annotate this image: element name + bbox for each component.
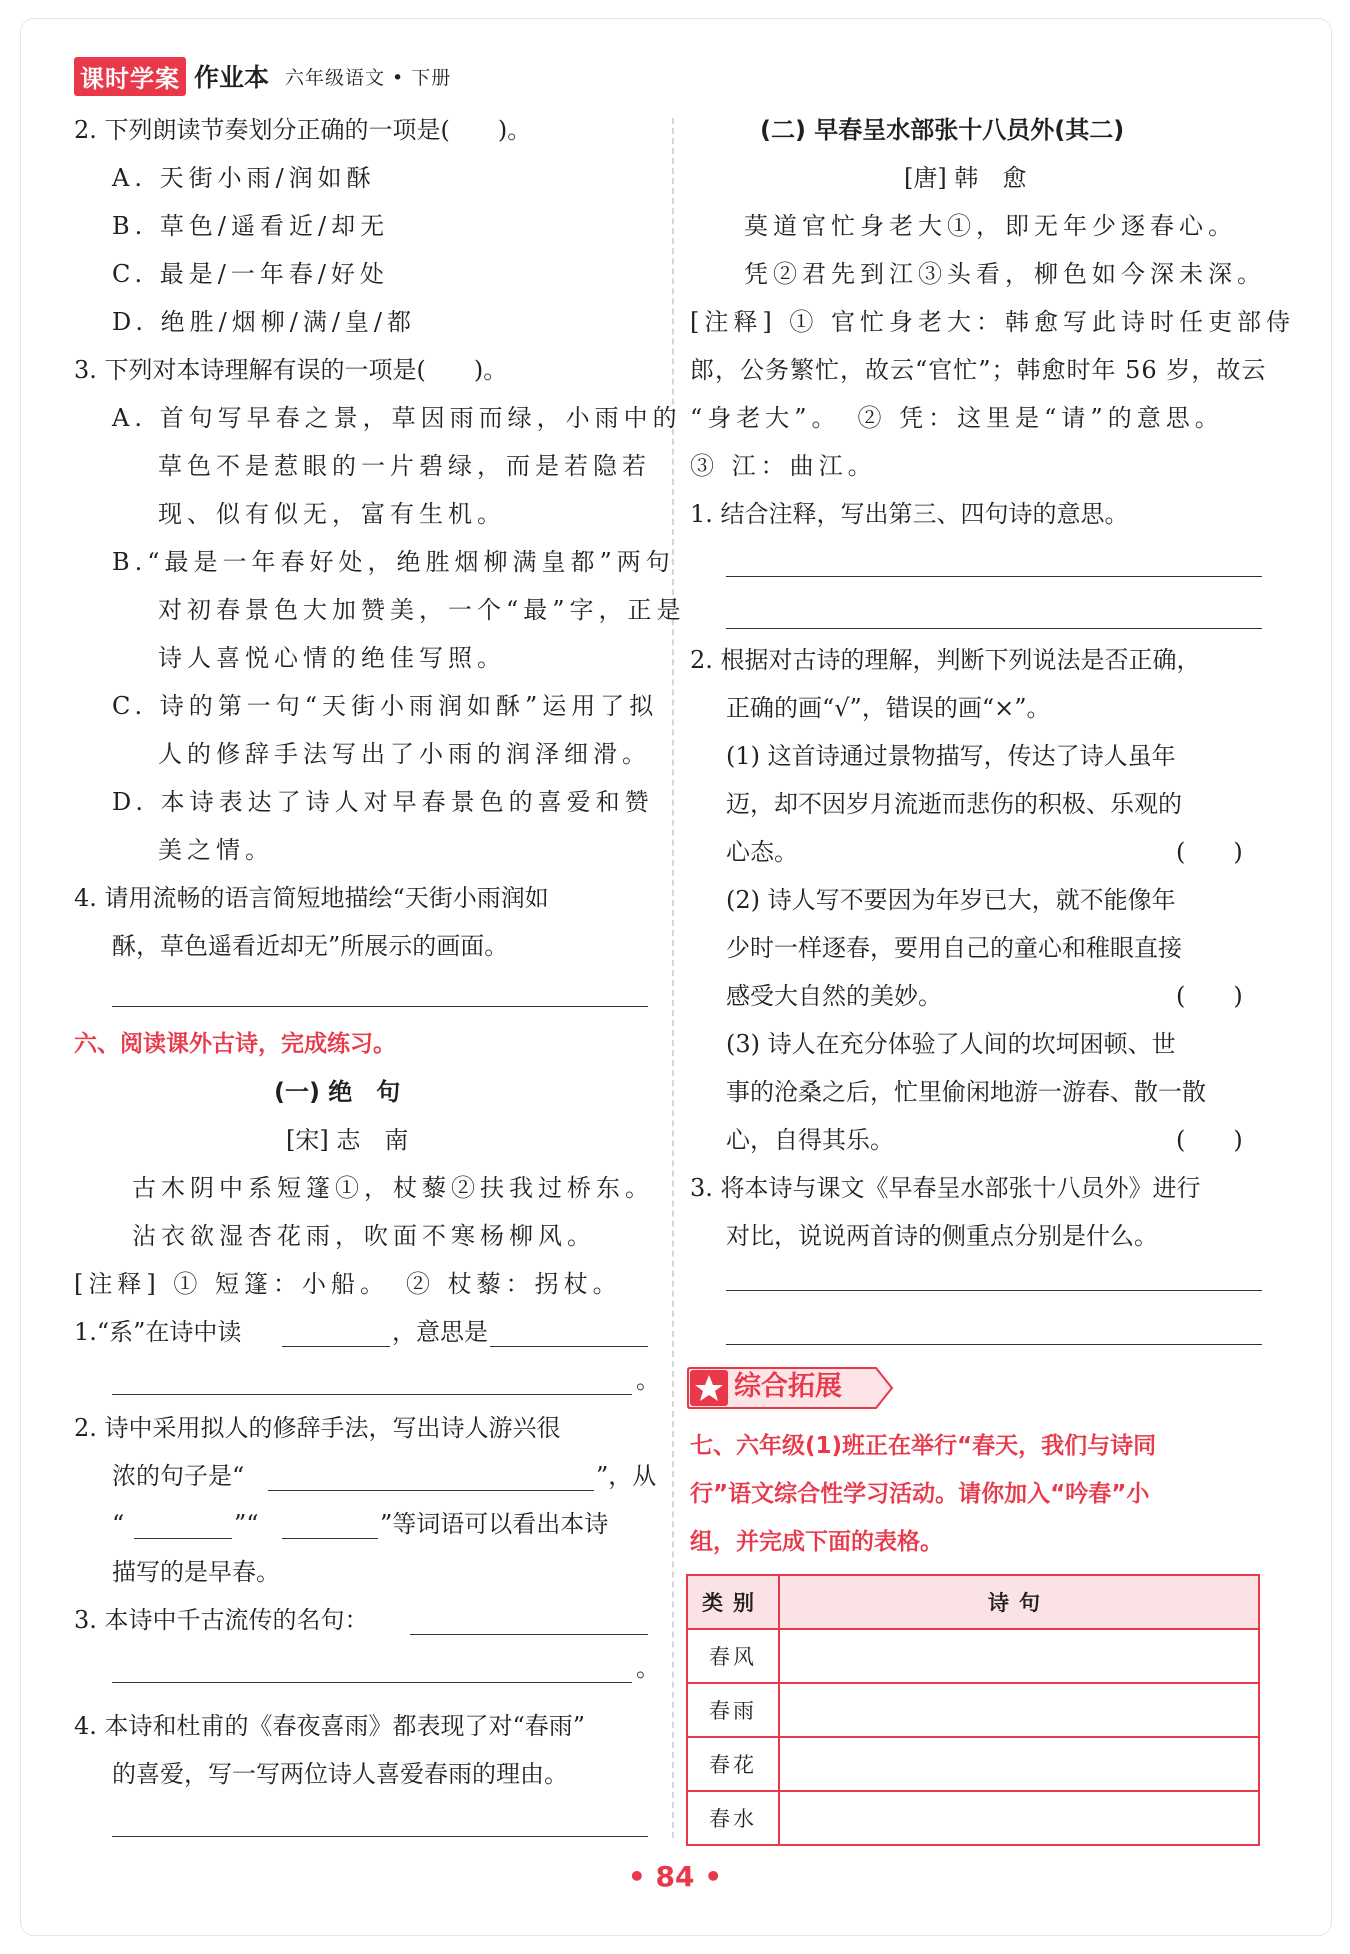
q3-option-a-line1: A. 首句写早春之景，草因雨而绿，小雨中的 — [112, 404, 682, 432]
section-6-title: 六、阅读课外古诗，完成练习。 — [74, 1031, 396, 1057]
p1q2-sentence-blank[interactable] — [268, 1490, 594, 1491]
p2q2-s1-answer[interactable]: ( ) — [1176, 838, 1243, 866]
section-7-line3: 组，并完成下面的表格。 — [690, 1529, 943, 1555]
q4-line2: 酥，草色遥看近却无”所展示的画面。 — [112, 932, 509, 960]
table-row — [687, 1737, 1259, 1791]
p2q2-s3-answer[interactable]: ( ) — [1176, 1126, 1243, 1154]
q3-option-a-line2: 草色不是惹眼的一片碧绿，而是若隐若 — [158, 452, 651, 480]
p2q1-answer-line-1[interactable] — [726, 576, 1262, 577]
poem2-note-line2: 郎，公务繁忙，故云“官忙”；韩愈时年 56 岁，故云 — [690, 356, 1267, 384]
poem2-note-line4: ③ 江：曲江。 — [690, 452, 877, 480]
p2q2-stem-line2: 正确的画“√”，错误的画“×”。 — [726, 694, 1051, 722]
page-number: • 84 • — [627, 1860, 723, 1893]
brand-name: 作业本 — [194, 63, 270, 92]
table-cell-verse-input[interactable] — [779, 1737, 1259, 1791]
q3-option-d-line2: 美之情。 — [158, 836, 274, 864]
q3-option-b-line1: B.“最是一年春好处，绝胜烟柳满皇都”两句 — [112, 548, 675, 576]
p1q2-line2-a: 浓的句子是“ — [112, 1462, 245, 1490]
p1q1-pronunciation-blank[interactable] — [282, 1346, 390, 1347]
p2q2-s2-line3: 感受大自然的美妙。 — [726, 982, 942, 1010]
table-cell-verse-input[interactable] — [779, 1791, 1259, 1845]
comprehensive-tag-label: 综合拓展 — [734, 1371, 842, 1402]
p1q1-period: 。 — [636, 1366, 660, 1394]
poem1-title: (一) 绝 句 — [274, 1078, 401, 1106]
q3-stem: 3. 下列对本诗理解有误的一项是( )。 — [74, 356, 508, 384]
column-divider — [672, 118, 674, 1838]
p2q3-answer-line-1[interactable] — [726, 1290, 1262, 1291]
p2q2-stem-line1: 2. 根据对古诗的理解，判断下列说法是否正确， — [690, 646, 1201, 674]
p2q3-answer-line-2[interactable] — [726, 1344, 1262, 1345]
table-cell-category: 春雨 — [687, 1683, 779, 1737]
q3-option-c-line1: C. 诗的第一句“天街小雨润如酥”运用了拟 — [112, 692, 659, 720]
p1q2-word-blank-1[interactable] — [134, 1538, 232, 1539]
poem2-note-line1: [注释] ① 官忙身老大：韩愈写此诗时任吏部侍 — [690, 308, 1295, 336]
table-cell-verse-input[interactable] — [779, 1683, 1259, 1737]
p1q2-word-blank-2[interactable] — [282, 1538, 378, 1539]
p1q2-line3-a: “ — [112, 1510, 125, 1538]
page-header — [74, 58, 451, 94]
poetry-table — [686, 1574, 1260, 1846]
q3-option-a-line3: 现、似有似无，富有生机。 — [158, 500, 506, 528]
p2q3-line2: 对比，说说两首诗的侧重点分别是什么。 — [726, 1222, 1158, 1250]
q3-option-b-line3: 诗人喜悦心情的绝佳写照。 — [158, 644, 506, 672]
p1q2-line1: 2. 诗中采用拟人的修辞手法，写出诗人游兴很 — [74, 1414, 561, 1442]
p1q3-text: 3. 本诗中千古流传的名句： — [74, 1606, 369, 1634]
p1q3-period: 。 — [636, 1654, 660, 1682]
q2-option-b: B. 草色/遥看近/却无 — [112, 212, 390, 240]
p1q4-line1: 4. 本诗和杜甫的《春夜喜雨》都表现了对“春雨” — [74, 1712, 586, 1740]
section-7-line2: 行”语文综合性学习活动。请你加入“吟春”小 — [690, 1481, 1150, 1507]
poem2-note-line3: “身老大”。 ② 凭：这里是“请”的意思。 — [690, 404, 1224, 432]
table-row — [687, 1683, 1259, 1737]
q2-stem: 2. 下列朗读节奏划分正确的一项是( )。 — [74, 116, 532, 144]
section-7-line1: 七、六年级(1)班正在举行“春天，我们与诗同 — [690, 1433, 1157, 1459]
q2-option-d: D. 绝胜/烟柳/满/皇/都 — [112, 308, 416, 336]
poem1-author: [宋] 志 南 — [286, 1126, 409, 1154]
q4-line1: 4. 请用流畅的语言简短地描绘“天街小雨润如 — [74, 884, 549, 912]
poem2-line1: 莫道官忙身老大①，即无年少逐春心。 — [744, 212, 1237, 240]
p2q1-answer-line-2[interactable] — [726, 628, 1262, 629]
p1q1-text-a: 1.“系”在诗中读 — [74, 1318, 242, 1346]
p2q2-s3-line3: 心，自得其乐。 — [726, 1126, 894, 1154]
book-subtitle: 六年级语文 • 下册 — [285, 66, 452, 89]
table-header-verse: 诗句 — [779, 1575, 1259, 1629]
brand-badge: 课时学案 — [74, 57, 186, 96]
p1q4-answer-line[interactable] — [112, 1836, 648, 1837]
p2q2-s1-line3: 心态。 — [726, 838, 798, 866]
poem2-line2: 凭②君先到江③头看，柳色如今深未深。 — [744, 260, 1266, 288]
p2q3-line1: 3. 将本诗与课文《早春呈水部张十八员外》进行 — [690, 1174, 1201, 1202]
p1q2-line2-b: ”，从 — [596, 1462, 657, 1490]
p1q3-blank-2[interactable] — [112, 1682, 632, 1683]
table-cell-category: 春水 — [687, 1791, 779, 1845]
p2q2-s1-line1: (1) 这首诗通过景物描写，传达了诗人虽年 — [726, 742, 1176, 770]
p1q2-line3-c: ”等词语可以看出本诗 — [380, 1510, 609, 1538]
table-cell-category: 春风 — [687, 1629, 779, 1683]
p2q2-s1-line2: 迈，却不因岁月流逝而悲伤的积极、乐观的 — [726, 790, 1182, 818]
p2q2-s3-line2: 事的沧桑之后，忙里偷闲地游一游春、散一散 — [726, 1078, 1206, 1106]
table-header-category: 类别 — [687, 1575, 779, 1629]
table-row — [687, 1629, 1259, 1683]
p1q3-blank[interactable] — [410, 1634, 648, 1635]
q2-option-a: A. 天街小雨/润如酥 — [112, 164, 376, 192]
poem1-line2: 沾衣欲湿杏花雨，吹面不寒杨柳风。 — [132, 1222, 596, 1250]
p1q1-text-b: ，意思是 — [392, 1318, 488, 1346]
p2q1-text: 1. 结合注释，写出第三、四句诗的意思。 — [690, 500, 1129, 528]
p1q1-meaning-blank-2[interactable] — [112, 1394, 632, 1395]
table-cell-category: 春花 — [687, 1737, 779, 1791]
table-row — [687, 1791, 1259, 1845]
poem1-line1: 古木阴中系短篷①，杖藜②扶我过桥东。 — [132, 1174, 654, 1202]
table-cell-verse-input[interactable] — [779, 1629, 1259, 1683]
p2q2-s2-line2: 少时一样逐春，要用自己的童心和稚眼直接 — [726, 934, 1182, 962]
poem1-note: [注释] ① 短篷：小船。 ② 杖藜：拐杖。 — [74, 1270, 622, 1298]
p1q4-line2: 的喜爱，写一写两位诗人喜爱春雨的理由。 — [112, 1760, 568, 1788]
p2q2-s3-line1: (3) 诗人在充分体验了人间的坎坷困顿、世 — [726, 1030, 1176, 1058]
poem2-title: (二) 早春呈水部张十八员外(其二) — [760, 116, 1125, 144]
q3-option-d-line1: D. 本诗表达了诗人对早春景色的喜爱和赞 — [112, 788, 654, 816]
poem2-author: [唐] 韩 愈 — [904, 164, 1027, 192]
p1q2-line4: 描写的是早春。 — [112, 1558, 280, 1586]
table-header-row — [687, 1575, 1259, 1629]
p2q2-s2-line1: (2) 诗人写不要因为年岁已大，就不能像年 — [726, 886, 1176, 914]
p2q2-s2-answer[interactable]: ( ) — [1176, 982, 1243, 1010]
p1q1-meaning-blank[interactable] — [490, 1346, 648, 1347]
q4-answer-line[interactable] — [112, 1006, 648, 1007]
q2-option-c: C. 最是/一年春/好处 — [112, 260, 389, 288]
q3-option-c-line2: 人的修辞手法写出了小雨的润泽细滑。 — [158, 740, 651, 768]
q3-option-b-line2: 对初春景色大加赞美，一个“最”字，正是 — [158, 596, 686, 624]
p1q2-line3-b: ”“ — [234, 1510, 259, 1538]
